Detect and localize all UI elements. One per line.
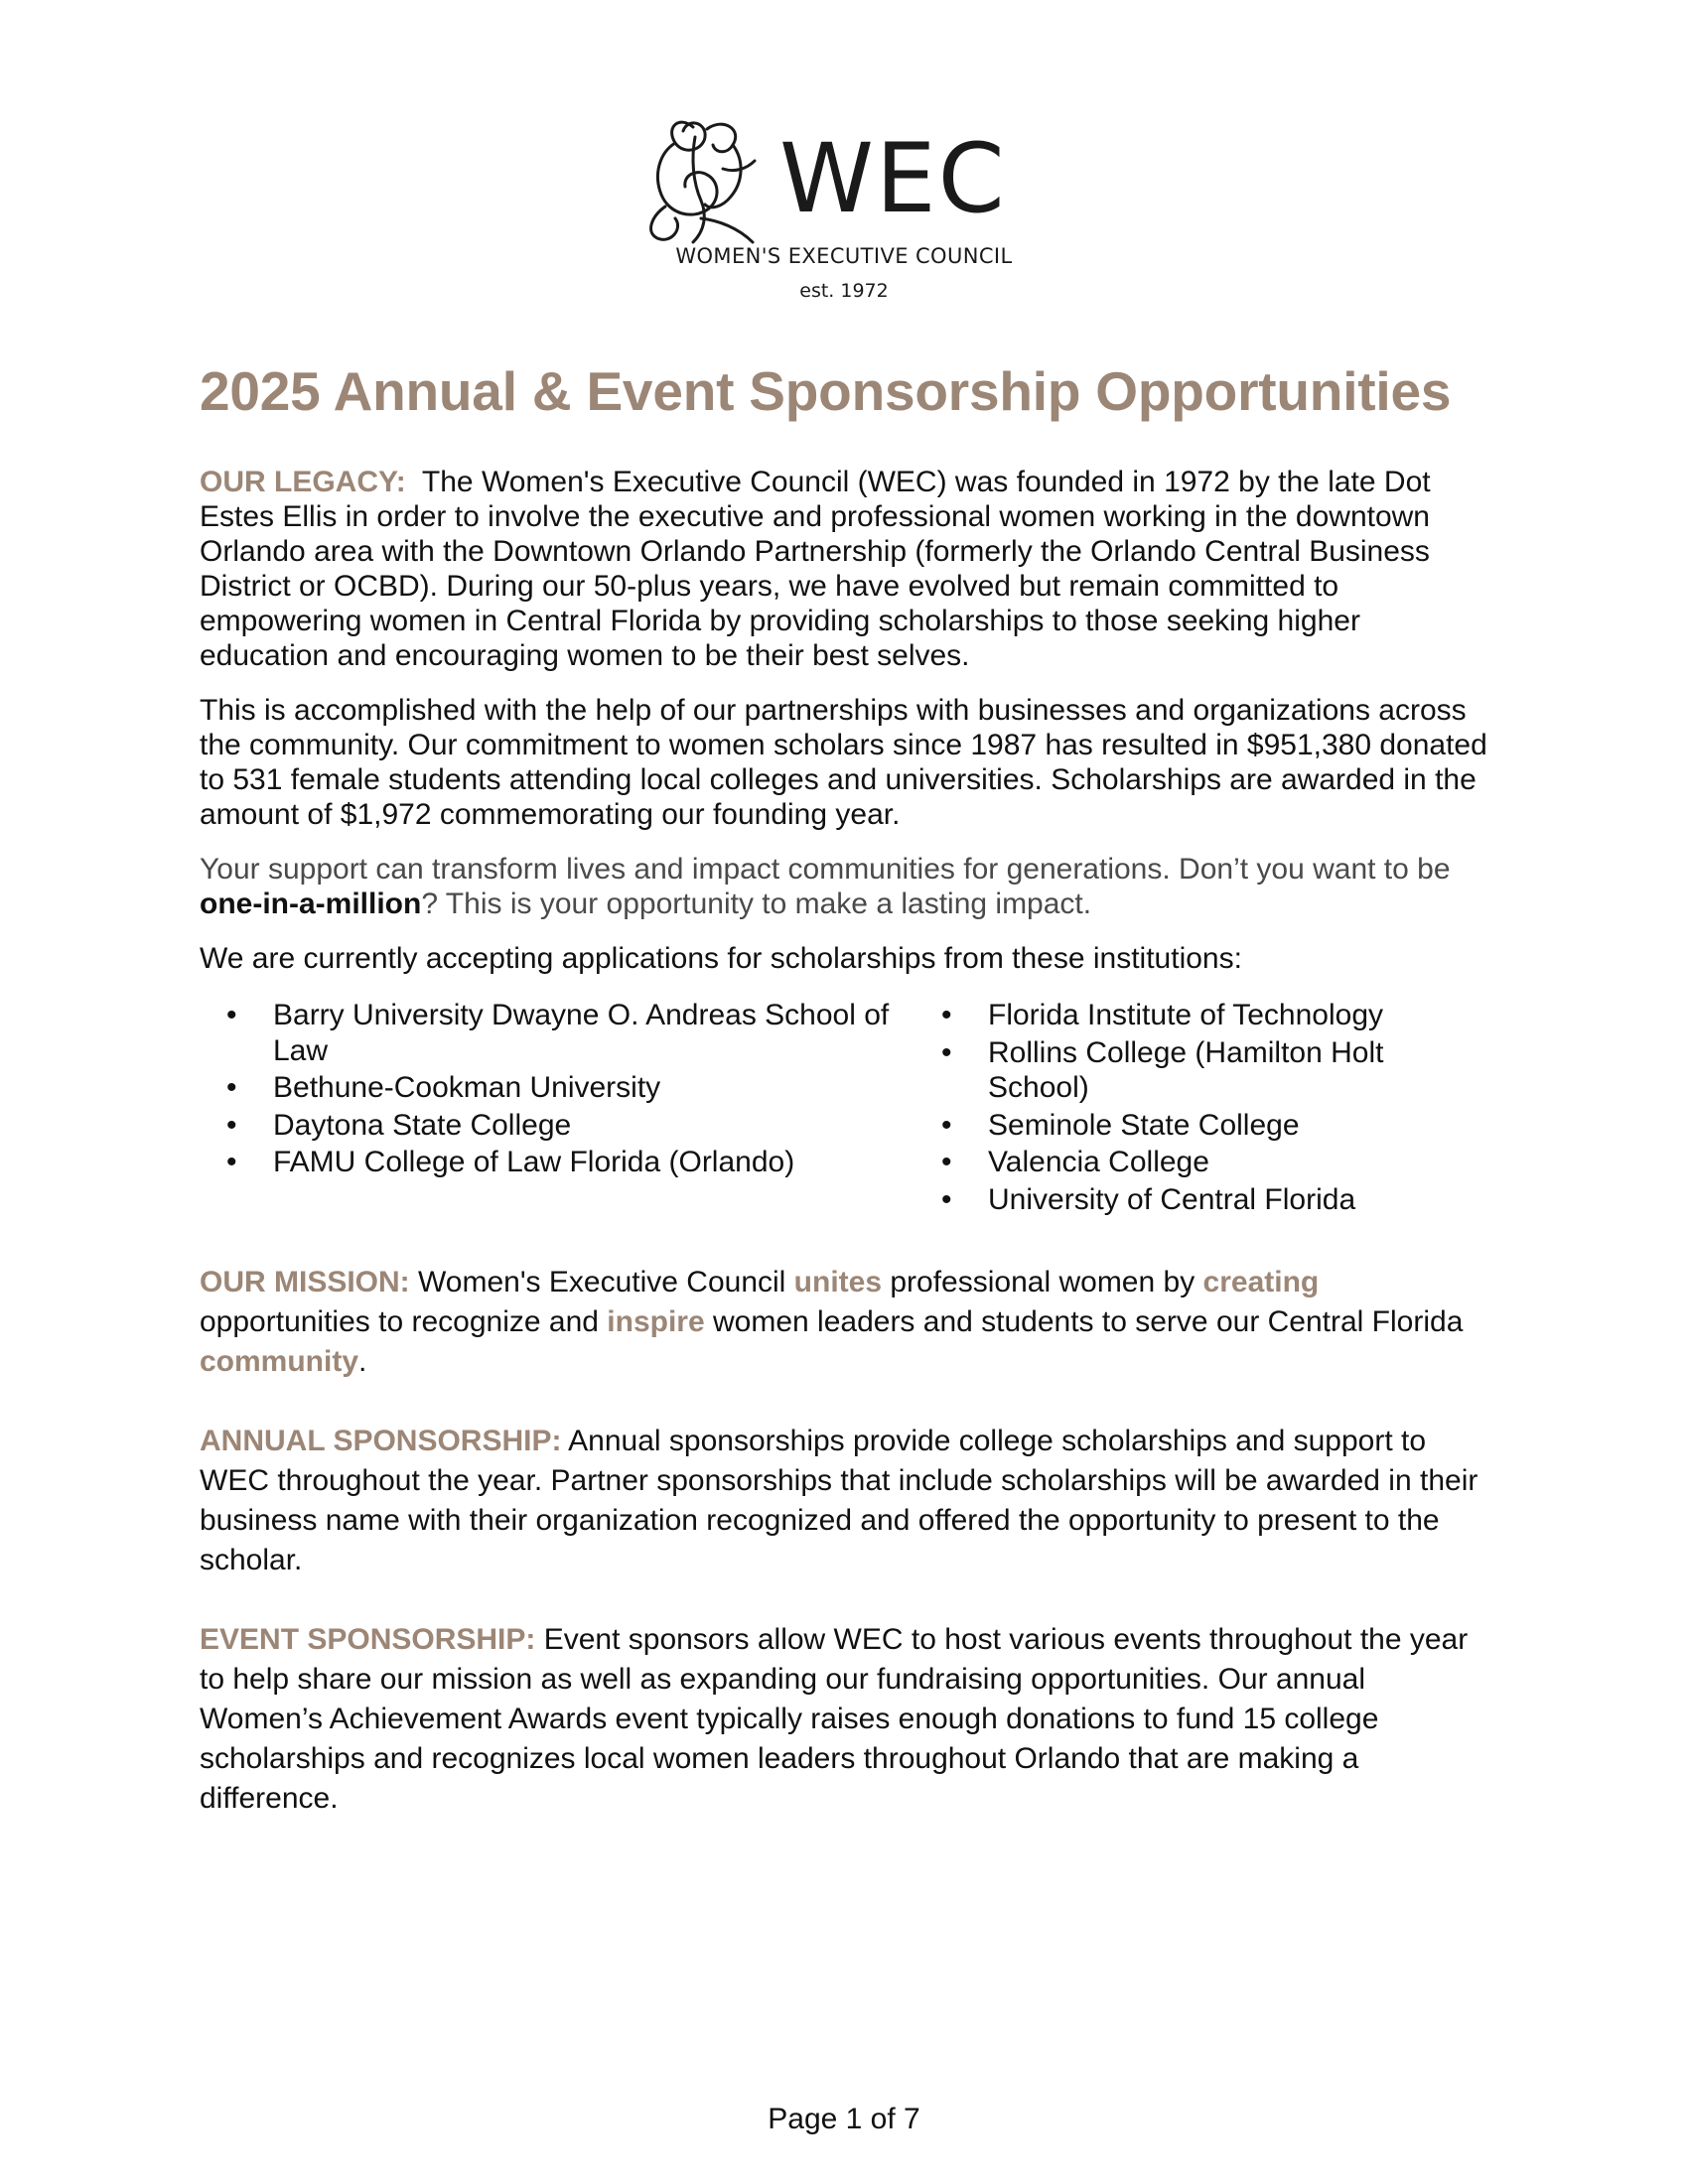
list-item: • Daytona State College bbox=[226, 1108, 572, 1142]
institutions-list-right bbox=[914, 998, 1471, 1219]
list-item: • Bethune-Cookman University bbox=[226, 1071, 661, 1104]
mission-keyword-creating: creating bbox=[1202, 1266, 1320, 1298]
institutions-lists bbox=[200, 998, 1490, 1219]
mission-keyword-inspire: inspire bbox=[607, 1305, 705, 1338]
bullet-icon: • bbox=[226, 1146, 237, 1178]
support-text-before: Your support can transform lives and impact communities for generations. Don’t you want to be bbox=[200, 853, 1451, 886]
community-paragraph: This is accomplished with the help of our partnerships with businesses and organizations across the community. Our commitment to women scholars since 1987 has resulted in $951,380 donated to 531 female students attending local colleges and universities. Scholarships are awarded in the amount of $1,972 commemorating our founding year. bbox=[200, 694, 1487, 831]
list-item: • Barry University Dwayne O. Andreas School of Law bbox=[226, 999, 890, 1067]
list-item: • FAMU College of Law Florida (Orlando) bbox=[226, 1146, 795, 1178]
bullet-icon: • bbox=[941, 1035, 952, 1069]
logo-wordmark: WEC bbox=[779, 123, 1007, 234]
rose-logo-icon bbox=[635, 109, 784, 258]
list-item: • Seminole State College bbox=[941, 1108, 1300, 1142]
bullet-icon: • bbox=[941, 1182, 952, 1216]
list-item: • University of Central Florida bbox=[941, 1182, 1356, 1216]
event-sponsorship-text: Event sponsors allow WEC to host various events throughout the year to help share our mission as well as expanding our fundraising opportunities. Our annual Women’s Achievement Awards event typically raises enough donations to fund 15 college scholarships and recognizes local women leaders throughout Orlando that are making a difference. bbox=[200, 1623, 1469, 1815]
logo-subtitle: WOMEN'S EXECUTIVE COUNCIL bbox=[675, 244, 1013, 268]
annual-sponsorship-paragraph bbox=[200, 1422, 1490, 1580]
institutions-list-left bbox=[200, 998, 914, 1219]
event-sponsorship-paragraph bbox=[200, 1620, 1490, 1819]
support-text-after: ? This is your opportunity to make a lasting impact. bbox=[421, 887, 1092, 920]
document-body bbox=[200, 357, 1490, 1819]
legacy-label: OUR LEGACY: bbox=[200, 466, 406, 498]
bullet-icon: • bbox=[226, 999, 237, 1031]
bullet-icon: • bbox=[941, 999, 952, 1031]
bullet-icon: • bbox=[226, 1071, 237, 1104]
annual-sponsorship-label: ANNUAL SPONSORSHIP: bbox=[200, 1425, 562, 1457]
event-sponsorship-label: EVENT SPONSORSHIP: bbox=[200, 1623, 536, 1656]
mission-keyword-community: community bbox=[200, 1345, 359, 1378]
mission-keyword-unites: unites bbox=[793, 1266, 883, 1298]
support-emphasis: one-in-a-million bbox=[200, 887, 422, 920]
page-number: Page 1 of 7 bbox=[768, 2103, 920, 2135]
bullet-icon: • bbox=[226, 1108, 237, 1142]
bullet-icon: • bbox=[941, 1146, 952, 1178]
list-item: • Florida Institute of Technology bbox=[941, 999, 1384, 1031]
bullet-icon: • bbox=[941, 1108, 952, 1142]
list-item: • Rollins College (Hamilton Holt School) bbox=[941, 1035, 1384, 1104]
legacy-text: The Women's Executive Council (WEC) was founded in 1972 by the late Dot Estes Ellis in order to involve the executive and professional women working in the downtown Orlando area with the Downtown Orlando Partnership (formerly the Orlando Central Business District or OCBD). During our 50-plus years, we have evolved but remain committed to empowering women in Central Florida by providing scholarships to those seeking higher education and encouraging women to be their best selves. bbox=[200, 466, 1431, 672]
annual-sponsorship-text: Annual sponsorships provide college scholarships and support to WEC throughout the year. Partner sponsorships that include scholarships will be awarded in their business name with their organization recognized and offered the opportunity to present to the scholar. bbox=[200, 1425, 1478, 1576]
list-item: • Valencia College bbox=[941, 1146, 1209, 1178]
page-title: 2025 Annual & Event Sponsorship Opportunities bbox=[200, 360, 1452, 422]
mission-label: OUR MISSION: bbox=[200, 1266, 410, 1298]
wec-logo bbox=[635, 109, 1053, 308]
mission-paragraph: OUR MISSION: Women's Executive Council unites professional women by creating opportunities to recognize and inspire women leaders and students to serve our Central Florida community. bbox=[200, 1266, 1464, 1378]
support-paragraph bbox=[200, 852, 1490, 921]
legacy-paragraph bbox=[200, 465, 1490, 673]
logo-established: est. 1972 bbox=[799, 280, 889, 302]
institutions-intro: We are currently accepting applications for scholarships from these institutions: bbox=[200, 942, 1242, 975]
